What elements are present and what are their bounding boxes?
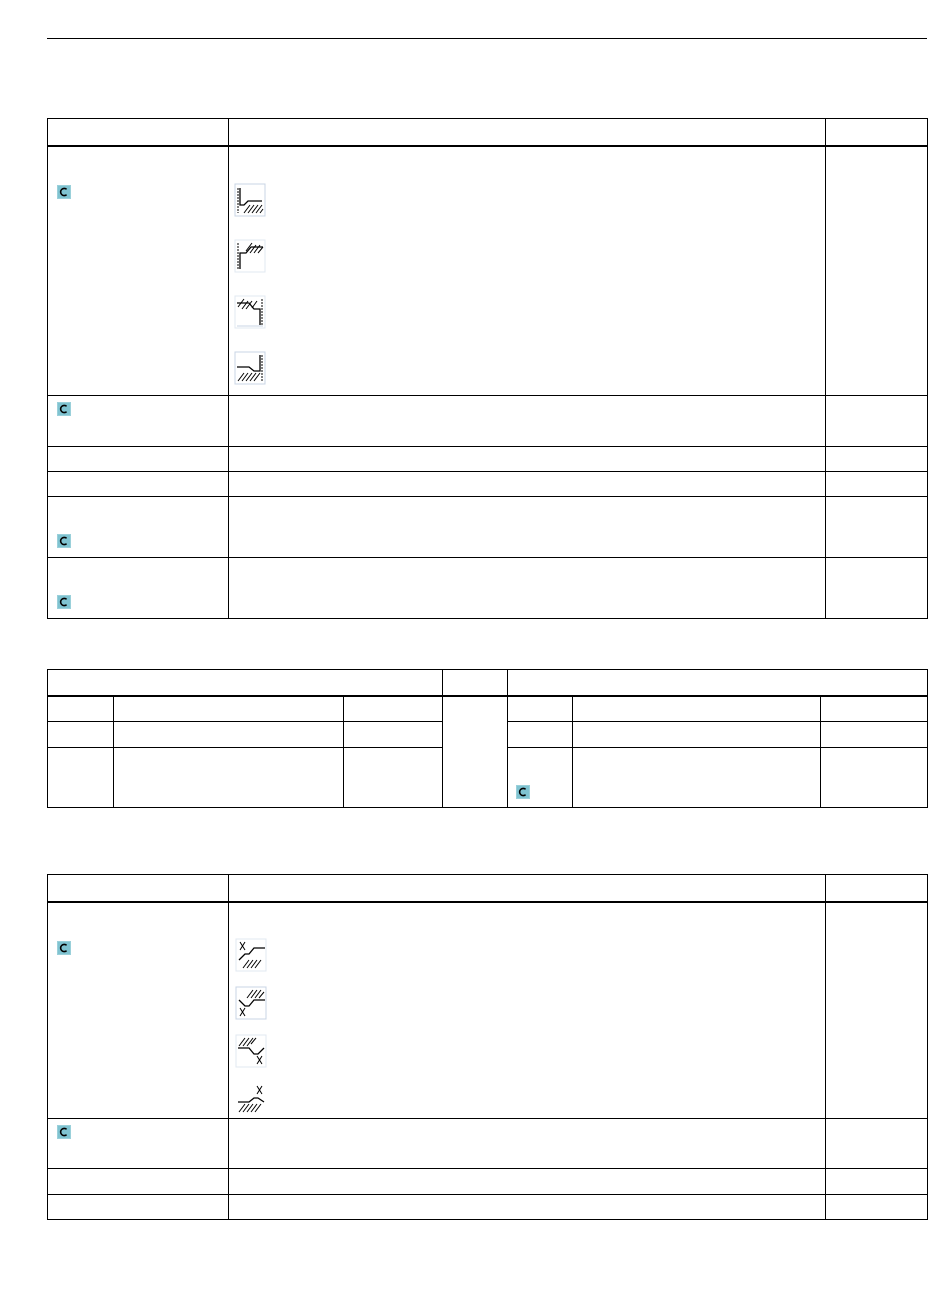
param-cell <box>48 1119 229 1169</box>
toggle-icon[interactable] <box>57 534 71 548</box>
toggle-icon[interactable] <box>57 185 71 199</box>
cell <box>344 748 443 808</box>
desc-cell <box>229 447 826 472</box>
table-header-row <box>48 875 928 902</box>
machining-position-icon <box>234 295 266 329</box>
toggle-icon[interactable] <box>516 785 530 799</box>
param-cell <box>48 558 229 619</box>
table-row <box>48 497 928 558</box>
header-unit <box>826 119 928 146</box>
cell <box>508 748 573 808</box>
unit-cell <box>826 1119 928 1169</box>
header-parameter <box>48 119 229 146</box>
header-parameter <box>48 875 229 902</box>
desc-cell <box>229 497 826 558</box>
header-left-group <box>48 670 443 696</box>
desc-cell <box>229 396 826 447</box>
parameter-table-3 <box>47 874 928 1220</box>
table-row <box>48 472 928 497</box>
cell <box>573 722 821 748</box>
table-row <box>48 396 928 447</box>
table-row <box>48 558 928 619</box>
table-header-row <box>48 670 928 696</box>
param-cell <box>48 1195 229 1220</box>
table-row <box>48 447 928 472</box>
machining-position-icon <box>235 986 267 1020</box>
table-row <box>48 1169 928 1195</box>
header-unit <box>826 875 928 902</box>
unit-cell <box>826 558 928 619</box>
cell <box>48 696 114 722</box>
param-cell <box>48 146 229 396</box>
header-description <box>229 119 826 146</box>
cell <box>114 696 344 722</box>
toggle-icon[interactable] <box>57 941 71 955</box>
toggle-icon[interactable] <box>57 1125 71 1139</box>
desc-cell <box>229 146 826 396</box>
parameter-table-2 <box>47 669 928 808</box>
cell <box>821 722 928 748</box>
desc-cell <box>229 472 826 497</box>
cell <box>48 722 114 748</box>
table-row <box>48 1195 928 1220</box>
header-rule <box>47 38 927 39</box>
cell <box>821 748 928 808</box>
cell <box>48 748 114 808</box>
toggle-icon[interactable] <box>57 595 71 609</box>
table-row <box>48 696 928 722</box>
machining-position-icon <box>235 938 267 972</box>
machining-position-icon <box>235 1082 267 1116</box>
unit-cell <box>826 447 928 472</box>
param-cell <box>48 497 229 558</box>
table-row <box>48 1119 928 1169</box>
desc-cell <box>229 1169 826 1195</box>
cell <box>821 696 928 722</box>
table-row <box>48 902 928 1119</box>
machining-position-icon <box>234 239 266 273</box>
toggle-icon[interactable] <box>57 402 71 416</box>
desc-cell <box>229 1119 826 1169</box>
unit-cell <box>826 396 928 447</box>
unit-cell <box>826 902 928 1119</box>
param-cell <box>48 447 229 472</box>
header-description <box>229 875 826 902</box>
cell <box>344 722 443 748</box>
unit-cell <box>826 1195 928 1220</box>
table-row <box>48 146 928 396</box>
cell <box>508 696 573 722</box>
desc-cell <box>229 902 826 1119</box>
unit-cell <box>826 146 928 396</box>
cell <box>344 696 443 722</box>
unit-cell <box>826 497 928 558</box>
param-cell <box>48 1169 229 1195</box>
cell <box>114 722 344 748</box>
desc-cell <box>229 1195 826 1220</box>
table-header-row <box>48 119 928 146</box>
parameter-table-1 <box>47 118 928 619</box>
unit-cell <box>826 472 928 497</box>
header-middle <box>443 670 508 696</box>
cell <box>114 748 344 808</box>
machining-position-icon <box>234 351 266 385</box>
cell <box>573 748 821 808</box>
param-cell <box>48 396 229 447</box>
param-cell <box>48 902 229 1119</box>
spanning-cell <box>443 696 508 808</box>
unit-cell <box>826 1169 928 1195</box>
desc-cell <box>229 558 826 619</box>
machining-position-icon <box>234 183 266 217</box>
cell <box>508 722 573 748</box>
cell <box>573 696 821 722</box>
header-right-group <box>508 670 928 696</box>
param-cell <box>48 472 229 497</box>
machining-position-icon <box>235 1034 267 1068</box>
